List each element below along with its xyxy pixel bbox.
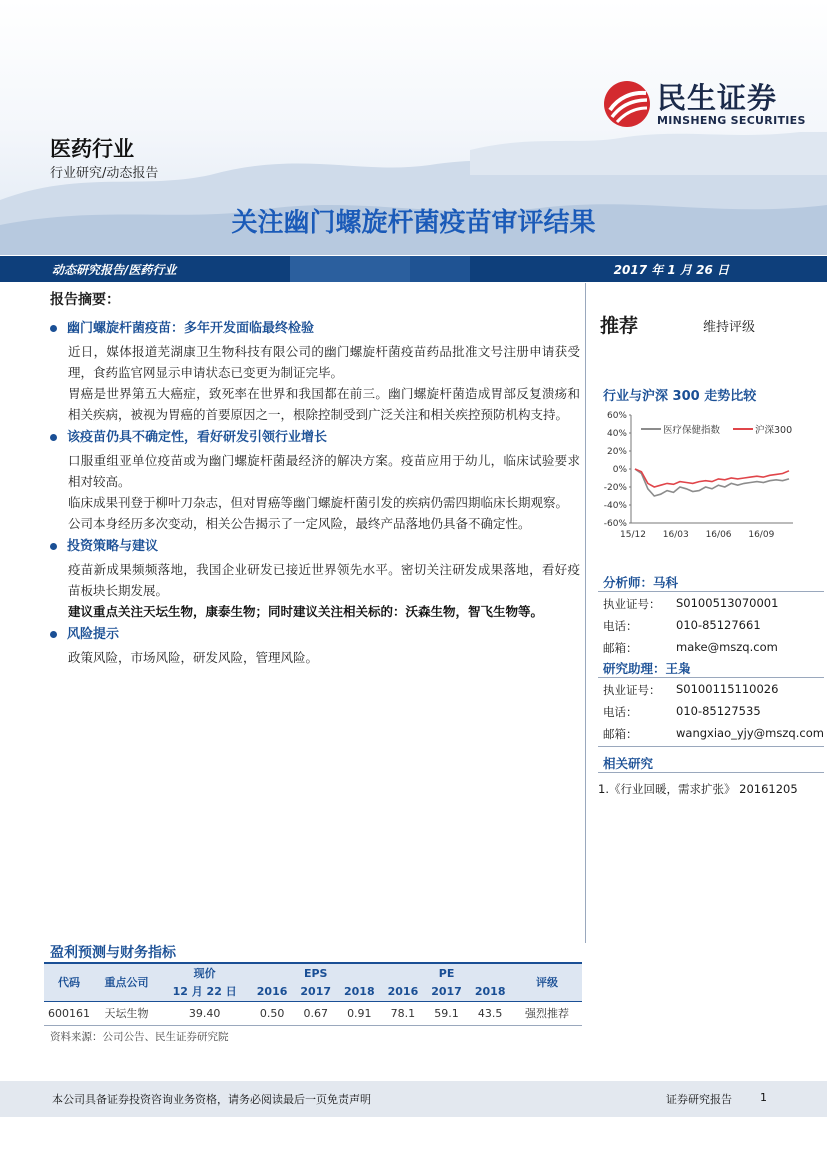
col-company: 重点公司 [94,963,159,1001]
y-tick-label: -40% [603,501,627,511]
assistant-title: 研究助理：王枭 [603,661,691,676]
minsheng-logo-icon [603,80,651,128]
paragraph: 公司本身经历多次变动，相关公告揭示了一定风险，最终产品落地仍具备不确定性。 [68,516,531,531]
col-year: 2017 [431,984,462,998]
col-year: 2017 [300,984,332,998]
assistant-email: 邮箱： wangxiao_yjy@mszq.com [603,726,824,741]
section-heading: 幽门螺旋杆菌疫苗：多年开发面临最终检验 [50,318,580,339]
section-heading: 该疫苗仍具不确定性，看好研发引领行业增长 [50,427,580,448]
divider [598,677,824,678]
series-line-1 [635,469,789,487]
analyst-title: 分析师：马科 [603,575,679,590]
report-type: 行业研究/动态报告 [50,166,159,181]
table-row [44,1001,582,1025]
footer-doc-type: 证券研究报告 [666,1093,732,1106]
x-tick-label: 16/06 [705,530,732,540]
bullet-icon [50,631,57,638]
cell: 78.1 [381,1001,425,1025]
report-title: 关注幽门螺旋杆菌疫苗审评结果 [231,208,596,238]
section-heading: 风险提示 [50,624,580,645]
trend-chart [593,405,823,550]
rating-sub: 维持评级 [703,320,756,335]
x-tick-label: 16/03 [662,530,689,540]
finance-title: 盈利预测与财务指标 [50,945,176,961]
col-year: 2018 [474,984,506,998]
trend-chart-svg [593,405,823,550]
paragraph: 口服重组亚单位疫苗或为幽门螺旋杆菌最经济的解决方案。疫苗应用于幼儿，临床试验要求相对较高。 [68,453,580,489]
finance-table [44,962,582,1026]
summary-body [50,316,580,668]
related-item: 1.《行业回暖，需求扩张》 20161205 [598,782,798,796]
report-band [0,256,827,282]
chart-title: 行业与沪深 300 走势比较 [603,389,757,404]
paragraph: 疫苗新成果频频落地，我国企业研发已接近世界领先水平。密切关注研发成果落地，看好疫苗板块长期发展。 [68,562,580,598]
band-category: 动态研究报告/医药行业 [52,262,177,277]
analyst-email: 邮箱： make@mszq.com [603,640,778,655]
brand-name-en: MINSHENG SECURITIES [657,113,806,127]
col-pe: PE [381,963,512,982]
y-tick-label: -20% [603,483,627,493]
col-rating: 评级 [512,963,582,1001]
bullet-icon [50,543,57,550]
col-eps: EPS [250,963,381,982]
col-code: 代码 [44,963,94,1001]
brand-logo [603,80,806,128]
paragraph: 近日，媒体报道芜湖康卫生物科技有限公司的幽门螺旋杆菌疫苗药品批准文号注册申请获受理，食药监官网显示申请状态已变更为制证完毕。 [68,344,580,380]
footer-disclaimer: 本公司具备证券投资咨询业务资格，请务必阅读最后一页免责声明 [52,1093,371,1106]
section-heading: 投资策略与建议 [50,536,580,557]
series-line-0 [635,469,789,496]
col-year: 2018 [344,984,375,998]
col-year: 2016 [387,984,419,998]
band-date: 2017 年 1 月 26 日 [613,262,729,277]
paragraph: 政策风险，市场风险，研发风险，管理风险。 [68,650,319,665]
col-price: 现价 [159,963,250,982]
cell: 39.40 [159,1001,250,1025]
bullet-icon [50,325,57,332]
cell: 强烈推荐 [512,1001,582,1025]
cell: 0.67 [294,1001,338,1025]
x-tick-label: 16/09 [748,530,775,540]
y-tick-label: -60% [603,519,627,529]
cell: 59.1 [425,1001,469,1025]
column-divider [585,283,586,943]
cell: 天坛生物 [94,1001,159,1025]
brand-name-cn: 民生证券 [657,80,778,115]
cell: 43.5 [468,1001,512,1025]
bullet-icon [50,434,57,441]
table-source: 资料来源：公司公告、民生证券研究院 [50,1031,229,1043]
y-tick-label: 20% [606,447,627,457]
divider [598,746,824,747]
col-year: 2016 [256,984,288,998]
legend-label: 医疗保健指数 [663,425,721,436]
col-price-date: 12 月 22 日 [172,985,237,999]
y-tick-label: 40% [606,429,627,439]
analyst-phone: 电话： 010-85127661 [603,618,761,633]
legend-label: 沪深300 [755,425,793,436]
y-tick-label: 0% [612,465,627,475]
recommendation-paragraph: 建议重点关注天坛生物，康泰生物；同时建议关注相关标的：沃森生物，智飞生物等。 [68,604,544,619]
page-number: 1 [760,1091,767,1104]
cell: 0.91 [338,1001,382,1025]
x-tick-label: 15/12 [620,530,646,540]
rating-main: 推荐 [600,315,639,337]
divider [598,772,824,773]
analyst-license: 执业证号： S0100513070001 [603,596,779,611]
cell: 0.50 [250,1001,294,1025]
related-title: 相关研究 [603,756,654,771]
cell: 600161 [44,1001,94,1025]
industry-label: 医药行业 [50,137,134,161]
assistant-phone: 电话： 010-85127535 [603,704,761,719]
assistant-license: 执业证号： S0100115110026 [603,682,779,697]
summary-title: 报告摘要： [50,292,120,308]
paragraph: 临床成果刊登于柳叶刀杂志，但对胃癌等幽门螺旋杆菌引发的疾病仍需四期临床长期观察。 [68,495,569,510]
paragraph: 胃癌是世界第五大癌症，致死率在世界和我国都在前三。幽门螺旋杆菌造成胃部反复溃疡和相关疾病，被视为胃癌的首要原因之一，根除控制受到广泛关注和相关疾控预防机构支持。 [68,386,580,422]
page-footer [0,1081,827,1117]
y-tick-label: 60% [606,411,627,421]
divider [598,591,824,592]
